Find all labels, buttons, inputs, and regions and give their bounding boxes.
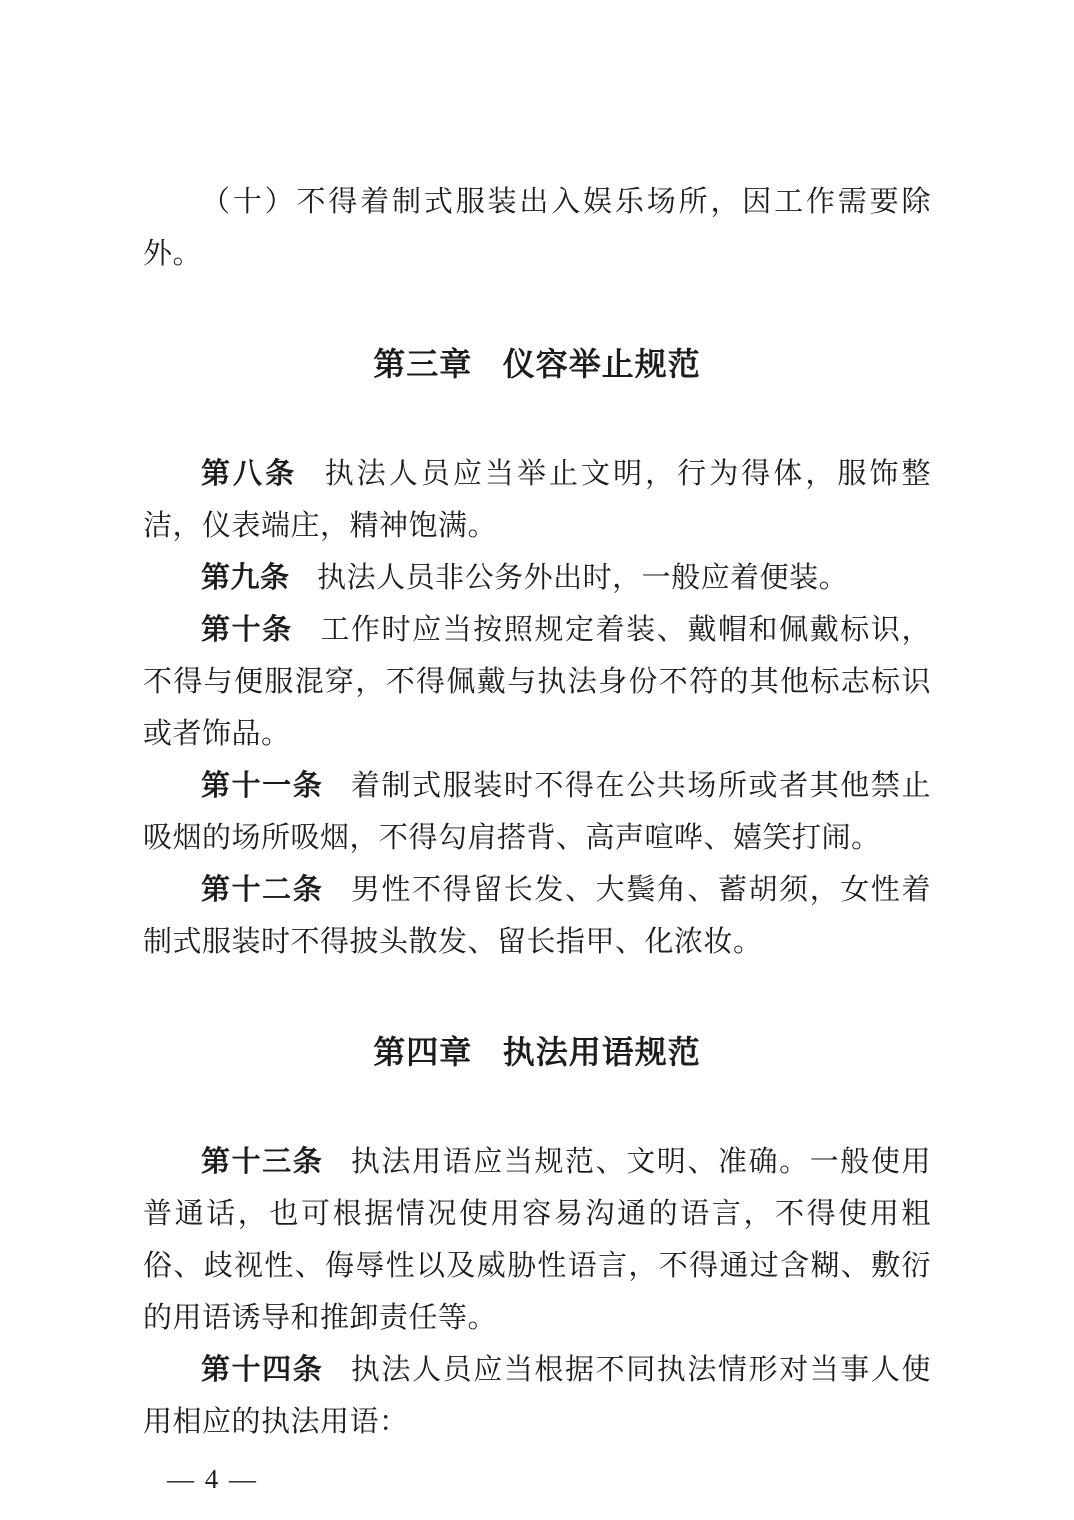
chapter-4-label: 第四章 [373, 1034, 473, 1070]
chapter-3-heading [143, 338, 931, 390]
article-12-number: 第十二条 [201, 874, 324, 906]
article-12-text: 男性不得留长发、大鬓角、蓄胡须，女性着制式服装时不得披头散发、留长指甲、化浓妆。 [143, 874, 931, 958]
article-10 [143, 604, 931, 760]
page-footer [0, 1453, 1074, 1505]
chapter-3-label: 第三章 [373, 346, 473, 382]
article-9-text: 执法人员非公务外出时，一般应着便装。 [317, 562, 849, 594]
article-11-number: 第十一条 [201, 770, 324, 802]
article-14-text: 执法人员应当根据不同执法情形对当事人使用相应的执法用语： [143, 1354, 931, 1438]
article-14 [143, 1344, 931, 1448]
article-13 [143, 1136, 931, 1344]
page-number: — 4 — [167, 1464, 258, 1494]
article-9 [143, 552, 931, 604]
list-item-10: （十）不得着制式服装出入娱乐场所，因工作需要除外。 [143, 186, 931, 270]
article-11 [143, 760, 931, 864]
chapter-3-title: 仪容举止规范 [502, 346, 701, 382]
chapter-4-title: 执法用语规范 [502, 1034, 701, 1070]
article-8-text: 执法人员应当举止文明，行为得体，服饰整洁，仪表端庄，精神饱满。 [143, 458, 931, 542]
article-8 [143, 448, 931, 552]
article-13-text: 执法用语应当规范、文明、准确。一般使用普通话，也可根据情况使用容易沟通的语言，不得使用粗俗、歧视性、侮辱性以及威胁性语言，不得通过含糊、敷衍的用语诱导和推卸责任等。 [143, 1146, 931, 1334]
article-9-number: 第九条 [201, 562, 290, 594]
article-12 [143, 864, 931, 968]
article-13-number: 第十三条 [201, 1146, 324, 1178]
article-8-number: 第八条 [201, 458, 298, 490]
chapter-4-heading [143, 1026, 931, 1078]
article-10-text: 工作时应当按照规定着装、戴帽和佩戴标识，不得与便服混穿，不得佩戴与执法身份不符的其他标志标识或者饰品。 [143, 614, 931, 750]
article-11-text: 着制式服装时不得在公共场所或者其他禁止吸烟的场所吸烟，不得勾肩搭背、高声喧哗、嬉笑打闹。 [143, 770, 931, 854]
article-14-number: 第十四条 [201, 1354, 324, 1386]
article-10-number: 第十条 [201, 614, 293, 646]
